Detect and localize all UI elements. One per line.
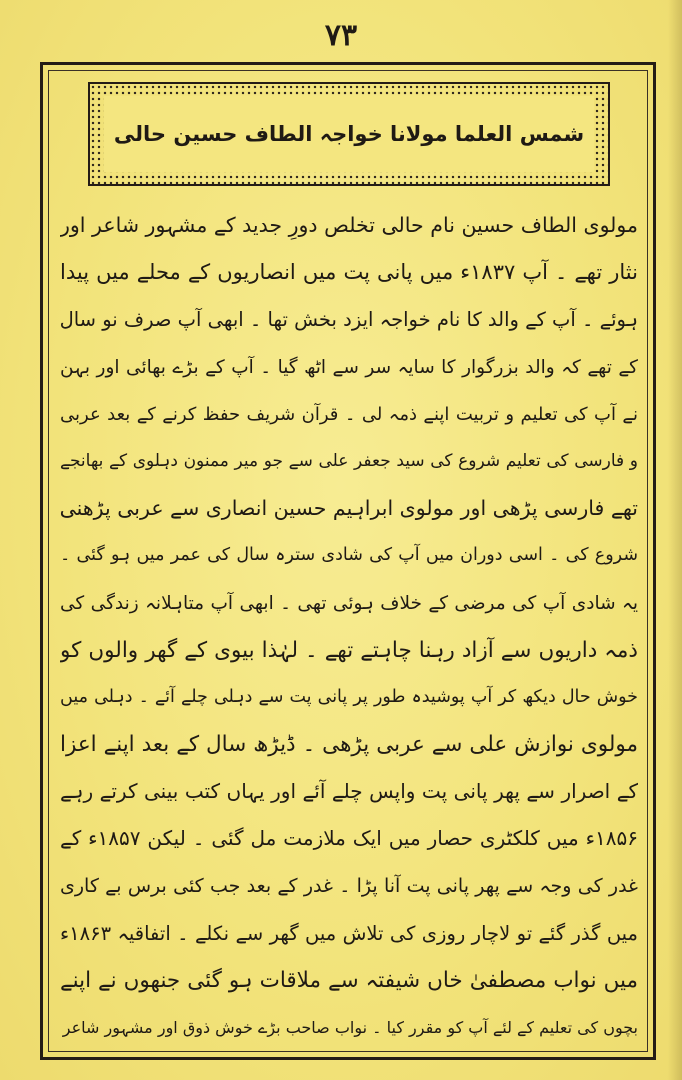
- text-line: ہوئے ۔ آپ کے والد کا نام خواجہ ایزد بخش تھا ۔ ابھی آپ صرف نو سال: [60, 308, 638, 332]
- text-line: شروع کی ۔ اسی دوران میں آپ کی شادی سترہ سال کی عمر میں ہو گئی ۔: [60, 545, 638, 566]
- text-line: ذمہ داریوں سے آزاد رہنا چاہتے تھے ۔ لہٰذا بیوی کے گھر والوں کو: [60, 637, 638, 663]
- text-line: مولوی نوازش علی سے عربی پڑھی ۔ ڈیڑھ سال کے بعد اپنے اعزا: [60, 732, 638, 758]
- text-line: بچوں کی تعلیم کے لئے آپ کو مقرر کیا ۔ نواب صاحب بڑے خوش ذوق اور مشہور شاعر: [62, 1018, 638, 1038]
- text-line: نثار تھے ۔ آپ ۱۸۳۷ء میں پانی پت میں انصاریوں کے محلے میں پیدا: [60, 260, 638, 285]
- text-line: کے تھے کہ والد بزرگوار کا سایہ سر سے اٹھ گیا ۔ آپ کے بڑے بھائی اور بہن: [60, 356, 638, 378]
- page-number: ۷۳: [324, 18, 358, 53]
- text-line: مولوی الطاف حسین نام حالی تخلص دورِ جدید کے مشہور شاعر اور: [60, 213, 638, 237]
- title-cartouche: [88, 82, 610, 186]
- text-line: میں گذر گئے تو لاچار روزی کی تلاش میں گھر سے نکلے ۔ اتفاقیہ ۱۸۶۳ء: [60, 921, 638, 945]
- text-line: خوش حال دیکھ کر آپ پوشیدہ طور پر پانی پت سے دہلی چلے آئے ۔ دہلی میں: [60, 686, 638, 707]
- text-line: ۱۸۵۶ء میں کلکٹری حصار میں ایک ملازمت مل گئی ۔ لیکن ۱۸۵۷ء کے: [60, 826, 638, 851]
- text-line: نے آپ کی تعلیم و تربیت اپنے ذمہ لی ۔ قرآن شریف حفظ کرنے کے بعد عربی: [60, 403, 638, 425]
- text-line: تھے فارسی پڑھی اور مولوی ابراہیم حسین انصاری سے عربی پڑھنی: [60, 496, 638, 521]
- title-panel: [104, 96, 594, 172]
- text-line: کے اصرار سے پھر پانی پت واپس چلے آئے اور یہاں کتب بینی کرتے رہے: [60, 779, 638, 804]
- text-line: و فارسی کی تعلیم شروع کی سید جعفر علی سے جو میر ممنون دہلوی کے بھانجے: [60, 450, 638, 471]
- page-edge-shadow: [668, 0, 682, 1080]
- text-line: یہ شادی آپ کی مرضی کے خلاف ہوئی تھی ۔ ابھی آپ متاہلانہ زندگی کی: [60, 592, 638, 614]
- chapter-title: شمس العلما مولانا خواجہ الطاف حسین حالی: [113, 121, 585, 146]
- text-line: غدر کی وجہ سے پھر پانی پت آنا پڑا ۔ غدر کے بعد جب کئی برس بے کاری: [60, 874, 638, 897]
- body-text: [60, 202, 638, 1051]
- text-line: میں نواب مصطفیٰ خاں شیفتہ سے ملاقات ہو گئی جنھوں نے اپنے: [60, 968, 638, 993]
